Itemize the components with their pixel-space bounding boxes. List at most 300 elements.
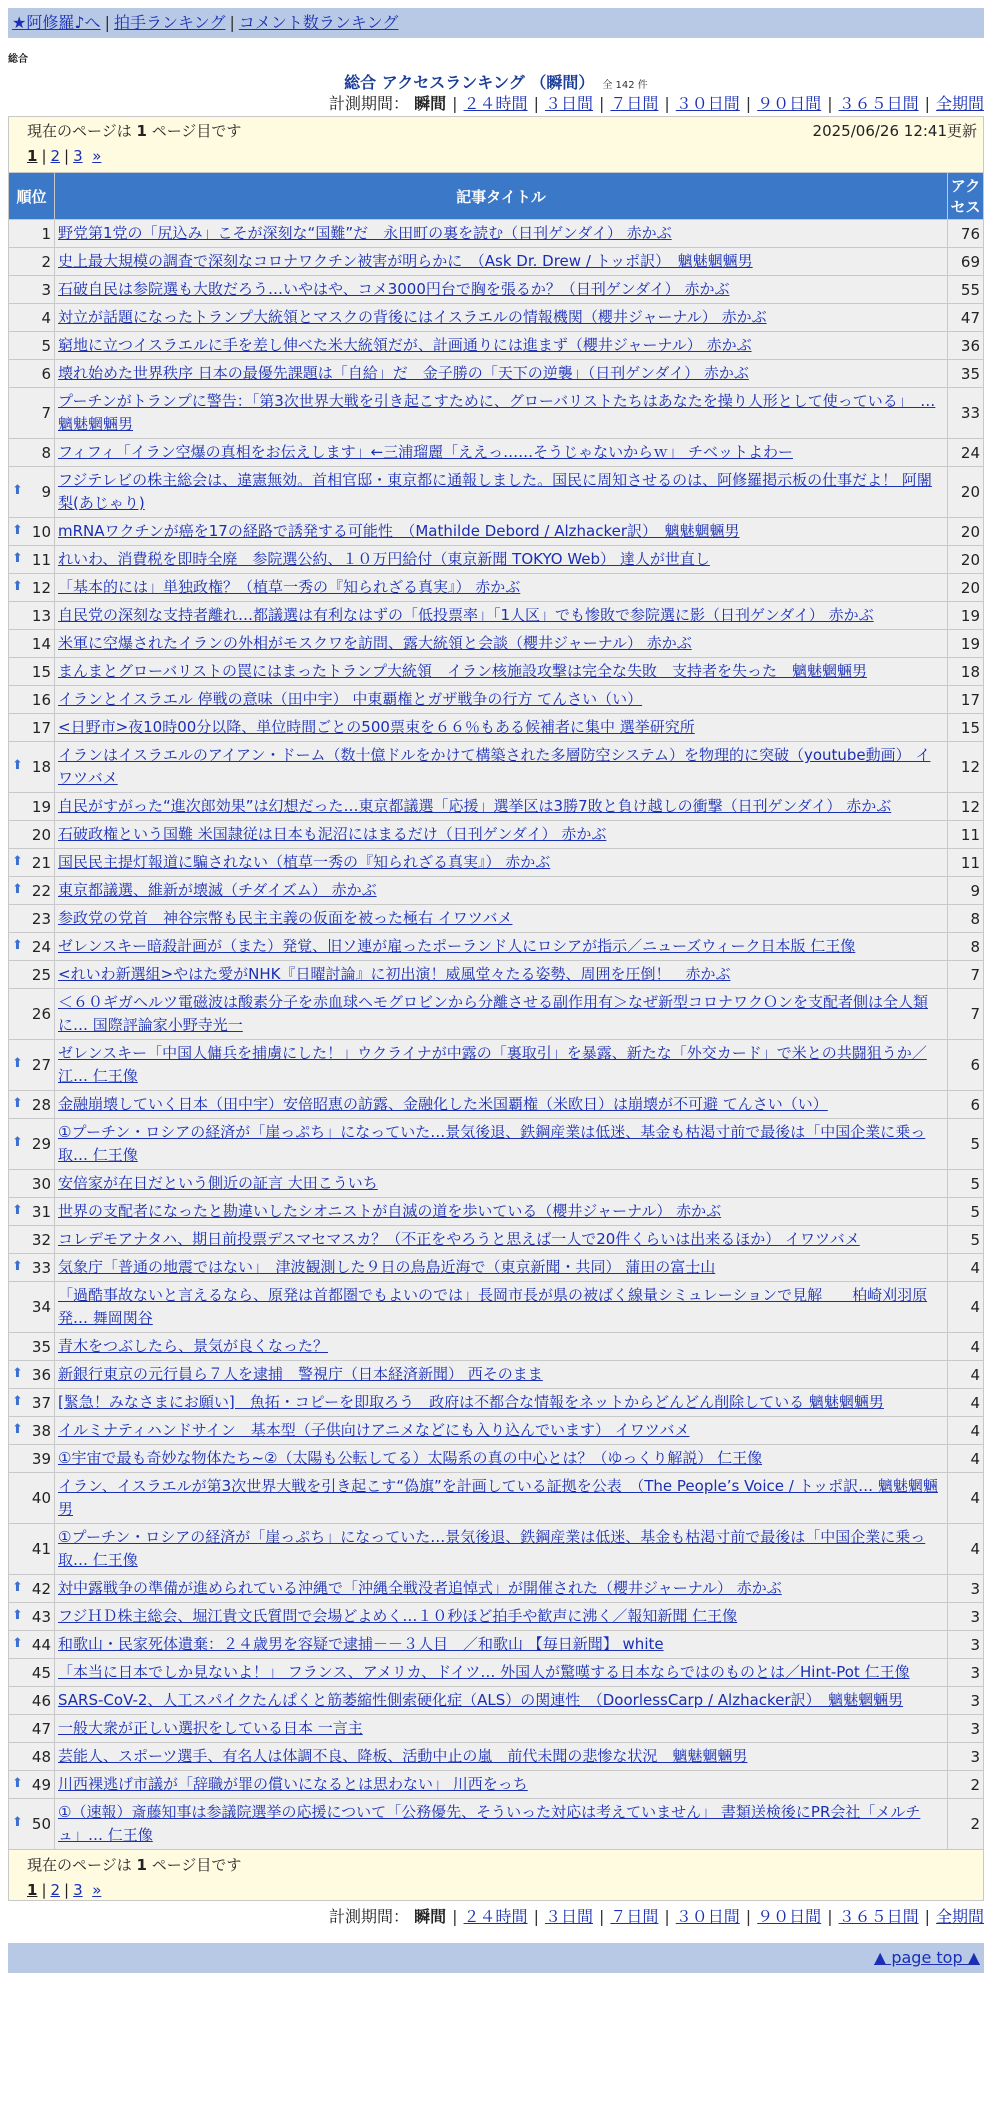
article-title-link[interactable]: フジテレビの株主総会は、違憲無効。首相官邸・東京都に通報しました。国民に周知させるのは、阿修羅掲示板の仕事だよ！ 阿闍梨(あじゃり) [58, 471, 932, 512]
access-count: 4 [948, 1389, 984, 1417]
table-row [9, 658, 984, 686]
rank-up-arrow-icon: ⬆ [12, 853, 23, 869]
article-title-link[interactable]: フィフィ「イラン空爆の真相をお伝えします」←三浦瑠麗「ええっ……そうじゃないからｗ」 チベットよわー [58, 443, 793, 461]
article-title-link[interactable]: 金融崩壊していく日本（田中宇）安倍昭恵の訪露、金融化した米国覇権（米欧日）は崩壊が不可避 てんさい（い） [58, 1095, 828, 1113]
rank-number: 22 [31, 881, 51, 900]
access-count: 5 [948, 1226, 984, 1254]
article-title-link[interactable]: れいわ、消費税を即時全廃 参院選公約、１０万円給付（東京新聞 TOKYO Web） 達人が世直し [58, 550, 710, 568]
rank-up-arrow-icon: ⬆ [12, 522, 23, 538]
title-cell [55, 1361, 948, 1389]
title-cell [55, 467, 948, 518]
rank-cell [9, 1799, 55, 1850]
rank-cell [9, 1771, 55, 1799]
article-title-link[interactable]: 壊れ始めた世界秩序 日本の最優先課題は「自給」だ 金子勝の「天下の逆襲」（日刊ゲンダイ） 赤かぶ [58, 364, 749, 382]
article-title-link[interactable]: イランはイスラエルのアイアン・ドーム（数十億ドルをかけて構築された多層防空システム）を物理的に突破（youtube動画） イワツバメ [58, 746, 931, 787]
rank-number: 31 [31, 1202, 51, 1221]
rank-number: 32 [31, 1230, 51, 1249]
rank-up-arrow-icon: ⬆ [12, 1135, 23, 1150]
rank-number: 12 [31, 578, 51, 597]
page-title: 総合 アクセスランキング （瞬間） [344, 73, 595, 92]
article-title-link[interactable]: ゼレンスキー「中国人傭兵を捕虜にした！」ウクライナが中露の「裏取引」を暴露、新たな「外交カード」で米との共闘狙うか／江… 仁王像 [58, 1044, 927, 1085]
access-count: 15 [948, 714, 984, 742]
rank-cell [9, 332, 55, 360]
pager-link-3[interactable]: 3 [73, 147, 83, 165]
period-link-365d[interactable]: ３６５日間 [838, 94, 919, 113]
article-title-link[interactable]: 野党第1党の「尻込み」こそが深刻な“国難”だ 永田町の裏を読む（日刊ゲンダイ） 赤かぶ [58, 224, 672, 242]
period-link-30d[interactable]: ３０日間 [675, 1907, 740, 1926]
current-page-text: 現在のページは 1 ページ目です [27, 122, 242, 140]
rank-cell [9, 1119, 55, 1170]
rank-cell [9, 1687, 55, 1715]
access-count: 4 [948, 1282, 984, 1333]
article-title-link[interactable]: 安倍家が在日だという側近の証言 大田こういち [58, 1174, 378, 1192]
article-title-link[interactable]: 青木をつぶしたら、景気が良くなった？ [58, 1337, 329, 1355]
rank-cell [9, 1524, 55, 1575]
table-row [9, 1361, 984, 1389]
rank-number: 34 [31, 1298, 51, 1316]
article-title-link[interactable]: SARS-CoV-2、人工スパイクたんぱくと筋萎縮性側索硬化症（ALS）の関連性 （DoorlessCarp / Alzhacker訳） 魑魅魍魎男 [58, 1691, 904, 1709]
rank-up-arrow-icon: ⬆ [12, 1775, 23, 1791]
rank-number: 29 [31, 1135, 51, 1153]
access-count: 69 [948, 248, 984, 276]
title-cell [55, 742, 948, 793]
rank-cell [9, 1659, 55, 1687]
article-title-link[interactable]: ①プーチン・ロシアの経済が「崖っぷち」になっていた…景気後退、鉄鋼産業は低迷、基金も枯渇寸前で最後は「中国企業に乗っ取… 仁王像 [58, 1528, 926, 1569]
table-row [9, 439, 984, 467]
rank-cell [9, 630, 55, 658]
rank-up-arrow-icon: ⬆ [12, 881, 23, 897]
rank-cell [9, 686, 55, 714]
title-cell [55, 220, 948, 248]
rank-number: 33 [31, 1258, 51, 1277]
access-count: 4 [948, 1473, 984, 1524]
table-row [9, 1687, 984, 1715]
table-row [9, 686, 984, 714]
table-row [9, 821, 984, 849]
access-count: 8 [948, 905, 984, 933]
access-count: 24 [948, 439, 984, 467]
table-row [9, 1333, 984, 1361]
article-title-link[interactable]: 一般大衆が正しい選択をしている日本 一言主 [58, 1719, 363, 1737]
article-title-link[interactable]: 窮地に立つイスラエルに手を差し伸べた米大統領だが、計画通りには進まず（櫻井ジャーナル） 赤かぶ [58, 336, 752, 354]
table-header-row [9, 173, 984, 220]
table-row [9, 1226, 984, 1254]
rank-cell [9, 276, 55, 304]
rank-number: 37 [31, 1393, 51, 1412]
pager-next[interactable]: » [92, 1881, 102, 1899]
article-title-link[interactable]: 川西裸逃げ市議が「辞職が罪の償いになるとは思わない」 川西をっち [58, 1775, 528, 1793]
rank-up-arrow-icon: ⬆ [12, 1258, 23, 1274]
title-cell [55, 989, 948, 1040]
article-title-link[interactable]: ①（速報）斎藤知事は参議院選挙の応援について「公務優先、そういった対応は考えていません」 書類送検後にPR会社「メルチュ」… 仁王像 [58, 1803, 921, 1844]
pager-current: 1 [27, 1881, 38, 1899]
rank-number: 38 [31, 1421, 51, 1440]
page-top-link[interactable]: ▲ page top ▲ [873, 1948, 980, 1967]
rank-cell [9, 1091, 55, 1119]
table-row [9, 276, 984, 304]
nav-link-comment-ranking[interactable]: コメント数ランキング [238, 13, 399, 32]
title-cell [55, 877, 948, 905]
title-cell [55, 686, 948, 714]
article-title-link[interactable]: ゼレンスキー暗殺計画が（また）発覚、旧ソ連が雇ったポーランド人にロシアが指示／ニューズウィーク日本版 仁王像 [58, 937, 856, 955]
rank-cell [9, 518, 55, 546]
rank-cell [9, 793, 55, 821]
rank-up-arrow-icon: ⬆ [12, 1815, 23, 1830]
rank-cell [9, 304, 55, 332]
title-cell [55, 602, 948, 630]
rank-number: 17 [31, 718, 51, 737]
total-count: 全 142 件 [602, 80, 648, 91]
title-cell [55, 388, 948, 439]
article-title-link[interactable]: ①プーチン・ロシアの経済が「崖っぷち」になっていた…景気後退、鉄鋼産業は低迷、基金も枯渇寸前で最後は「中国企業に乗っ取… 仁王像 [58, 1123, 926, 1164]
article-title-link[interactable]: 石破政権という国難 米国隷従は日本も泥沼にはまるだけ（日刊ゲンダイ） 赤かぶ [58, 825, 607, 843]
article-title-link[interactable]: イラン、イスラエルが第3次世界大戦を引き起こす“偽旗”を計画している証拠を公表 （The People’s Voice / トッポ訳… 魑魅魍魎男 [58, 1477, 938, 1518]
table-row [9, 1659, 984, 1687]
article-title-link[interactable]: ＜６０ギガヘルツ電磁波は酸素分子を赤血球ヘモグロビンから分離させる副作用有＞なぜ新型コロナワクＯンを支配者側は全人類に… 国際評論家小野寺光一 [58, 993, 929, 1034]
period-link-365d[interactable]: ３６５日間 [838, 1907, 919, 1926]
rank-up-arrow-icon: ⬆ [12, 578, 23, 594]
article-title-link[interactable]: 参政党の党首 神谷宗幣も民主主義の仮面を被った極右 イワツバメ [58, 909, 513, 927]
period-link-90d[interactable]: ９０日間 [757, 94, 822, 113]
table-row [9, 1715, 984, 1743]
table-row [9, 933, 984, 961]
access-count: 5 [948, 1170, 984, 1198]
pager-next[interactable]: » [92, 147, 102, 165]
rank-up-arrow-icon: ⬆ [12, 1202, 23, 1218]
article-title-link[interactable]: 対中露戦争の準備が進められている沖縄で「沖縄全戦没者追悼式」が開催された（櫻井ジャーナル） 赤かぶ [58, 1579, 782, 1597]
rank-up-arrow-icon: ⬆ [12, 1056, 23, 1071]
article-title-link[interactable]: まんまとグローバリストの罠にはまったトランプ大統領 イラン核施設攻撃は完全な失敗 支持者を失った 魑魅魍魎男 [58, 662, 867, 680]
rank-cell [9, 714, 55, 742]
table-row [9, 989, 984, 1040]
title-cell [55, 1715, 948, 1743]
table-row [9, 1473, 984, 1524]
access-count: 35 [948, 360, 984, 388]
article-title-link[interactable]: 「本当に日本でしか見ないよ！」 フランス、アメリカ、ドイツ… 外国人が驚嘆する日本ならではのものとは／Hint-Pot 仁王像 [58, 1663, 910, 1681]
access-count: 11 [948, 849, 984, 877]
rank-cell [9, 1226, 55, 1254]
access-count: 20 [948, 467, 984, 518]
access-count: 3 [948, 1687, 984, 1715]
period-link-all[interactable]: 全期間 [935, 1907, 984, 1926]
access-count: 2 [948, 1771, 984, 1799]
rank-cell [9, 742, 55, 793]
pager-link-3[interactable]: 3 [73, 1881, 83, 1899]
table-row [9, 1445, 984, 1473]
access-count: 7 [948, 961, 984, 989]
table-row [9, 1603, 984, 1631]
access-count: 9 [948, 877, 984, 905]
nav-separator: | [229, 13, 235, 32]
rank-number: 8 [41, 443, 51, 462]
access-count: 3 [948, 1743, 984, 1771]
rank-number: 20 [31, 825, 51, 844]
title-cell [55, 1524, 948, 1575]
rank-number: 16 [31, 690, 51, 709]
rank-up-arrow-icon: ⬆ [12, 1393, 23, 1409]
rank-number: 35 [31, 1337, 51, 1356]
title-cell [55, 1417, 948, 1445]
title-cell [55, 360, 948, 388]
article-title-link[interactable]: <れいわ新選組>やはた愛がNHK『日曜討論』に初出演！威風堂々たる姿勢、周囲を圧倒！ 赤かぶ [58, 965, 731, 983]
period-link-30d[interactable]: ３０日間 [675, 94, 740, 113]
access-count: 5 [948, 1198, 984, 1226]
rank-up-arrow-icon: ⬆ [12, 550, 23, 566]
title-cell [55, 849, 948, 877]
period-link-7d[interactable]: ７日間 [610, 1907, 659, 1926]
ranking-body [9, 220, 984, 1850]
access-count: 55 [948, 276, 984, 304]
access-count: 33 [948, 388, 984, 439]
rank-cell [9, 1473, 55, 1524]
title-cell [55, 658, 948, 686]
access-count: 12 [948, 742, 984, 793]
rank-number: 15 [31, 662, 51, 681]
table-row [9, 304, 984, 332]
table-row [9, 467, 984, 518]
table-row [9, 714, 984, 742]
access-count: 6 [948, 1091, 984, 1119]
table-row [9, 1524, 984, 1575]
rank-cell [9, 1631, 55, 1659]
rank-cell [9, 220, 55, 248]
table-row [9, 574, 984, 602]
access-count: 11 [948, 821, 984, 849]
period-link-7d[interactable]: ７日間 [610, 94, 659, 113]
title-cell [55, 574, 948, 602]
article-title-link[interactable]: 世界の支配者になったと勘違いしたシオニストが自滅の道を歩いている（櫻井ジャーナル） 赤かぶ [58, 1202, 722, 1220]
access-count: 4 [948, 1254, 984, 1282]
rank-number: 49 [31, 1775, 51, 1794]
title-cell [55, 630, 948, 658]
period-link-3d[interactable]: ３日間 [544, 94, 593, 113]
article-title-link[interactable]: <日野市>夜10時00分以降、単位時間ごとの500票束を６６％もある候補者に集中 選挙研究所 [58, 718, 695, 736]
table-row [9, 961, 984, 989]
title-cell [55, 1389, 948, 1417]
rank-number: 43 [31, 1607, 51, 1626]
rank-cell [9, 360, 55, 388]
page-info-box-bottom [8, 1850, 984, 1901]
pager-link-2[interactable]: 2 [50, 147, 61, 165]
article-title-link[interactable]: mRNAワクチンが癌を17の経路で誘発する可能性 （Mathilde Debord / Alzhacker訳） 魑魅魍魎男 [58, 522, 740, 540]
article-title-link[interactable]: 芸能人、スポーツ選手、有名人は体調不良、降板、活動中止の嵐 前代未聞の悲惨な状況 魑魅魍魎男 [58, 1747, 748, 1765]
rank-cell [9, 933, 55, 961]
title-cell [55, 1170, 948, 1198]
article-title-link[interactable]: 「基本的には」単独政権？（植草一秀の『知られざる真実』） 赤かぶ [58, 578, 521, 596]
current-page-text-bottom: 現在のページは 1 ページ目です [27, 1856, 242, 1874]
rank-number: 11 [31, 550, 51, 569]
article-title-link[interactable]: 米軍に空爆されたイランの外相がモスクワを訪問、露大統領と会談（櫻井ジャーナル） 赤かぶ [58, 634, 692, 652]
access-count: 47 [948, 304, 984, 332]
rank-number: 36 [31, 1365, 51, 1384]
rank-up-arrow-icon: ⬆ [12, 1095, 23, 1111]
period-label: 計測期間： [329, 94, 410, 113]
access-count: 20 [948, 518, 984, 546]
article-title-link[interactable]: 和歌山・民家死体遺棄：２４歳男を容疑で逮捕－－３人目 ／和歌山 【毎日新聞】 white [58, 1635, 664, 1653]
rank-number: 39 [31, 1449, 51, 1468]
access-count: 3 [948, 1603, 984, 1631]
rank-up-arrow-icon: ⬆ [12, 1365, 23, 1381]
rank-number: 27 [31, 1056, 51, 1074]
title-cell [55, 276, 948, 304]
rank-number: 40 [31, 1489, 51, 1507]
title-header: 記事タイトル [55, 173, 948, 220]
access-count: 4 [948, 1445, 984, 1473]
article-title-link[interactable]: プーチンがトランプに警告：「第3次世界大戦を引き起こすために、グローバリストたちはあなたを操り人形として使っている」 … 魑魅魍魎男 [58, 392, 936, 433]
article-title-link[interactable]: 「過酷事故ないと言えるなら、原発は首都圏でもよいのでは」長岡市長が県の被ばく線量シミュレーションで見解 柏崎刈羽原発… 舞岡関谷 [58, 1286, 928, 1327]
rank-up-arrow-icon: ⬆ [12, 483, 23, 498]
rank-cell [9, 1603, 55, 1631]
title-cell [55, 961, 948, 989]
table-row [9, 1575, 984, 1603]
rank-number: 23 [31, 909, 51, 928]
rank-cell [9, 905, 55, 933]
title-cell [55, 1333, 948, 1361]
top-nav-bar [8, 8, 984, 38]
rank-cell [9, 1282, 55, 1333]
article-title-link[interactable]: 気象庁「普通の地震ではない」 津波観測した９日の鳥島近海で（東京新聞・共同） 蒲田の富士山 [58, 1258, 716, 1276]
article-title-link[interactable]: 石破自民は参院選も大敗だろう…いやはや、コメ3000円台で胸を張るか？（日刊ゲンダイ） 赤かぶ [58, 280, 730, 298]
rank-number: 26 [31, 1005, 51, 1023]
title-cell [55, 933, 948, 961]
nav-link-applause-ranking[interactable]: 拍手ランキング [113, 13, 226, 32]
access-count: 3 [948, 1575, 984, 1603]
period-link-24h[interactable]: ２４時間 [463, 94, 528, 113]
article-title-link[interactable]: イルミナティハンドサイン 基本型（子供向けアニメなどにも入り込んでいます） イワツバメ [58, 1421, 690, 1439]
rank-number: 41 [31, 1540, 51, 1558]
page-title-row [8, 70, 984, 92]
table-row [9, 1799, 984, 1850]
rank-number: 48 [31, 1747, 51, 1766]
access-count: 19 [948, 630, 984, 658]
article-title-link[interactable]: 国民民主提灯報道に騙されない（植草一秀の『知られざる真実』） 赤かぶ [58, 853, 551, 871]
article-title-link[interactable]: 新銀行東京の元行員ら７人を逮捕 警視庁（日本経済新聞） 西そのまま [58, 1365, 543, 1383]
rank-number: 47 [31, 1719, 51, 1738]
article-title-link[interactable]: コレデモアナタハ、期日前投票デスマセマスカ？（不正をやろうと思えば一人で20件くらいは出来るほか） イワツバメ [58, 1230, 860, 1248]
rank-cell [9, 877, 55, 905]
rank-cell [9, 574, 55, 602]
rank-number: 21 [31, 853, 51, 872]
rank-cell [9, 1254, 55, 1282]
access-count: 8 [948, 933, 984, 961]
title-cell [55, 1603, 948, 1631]
access-count: 19 [948, 602, 984, 630]
period-link-3d[interactable]: ３日間 [544, 1907, 593, 1926]
rank-cell [9, 1198, 55, 1226]
rank-cell [9, 1333, 55, 1361]
title-cell [55, 1091, 948, 1119]
rank-up-arrow-icon: ⬆ [12, 1579, 23, 1595]
rank-cell [9, 1445, 55, 1473]
rank-cell [9, 1389, 55, 1417]
rank-cell [9, 1361, 55, 1389]
title-cell [55, 1771, 948, 1799]
access-count: 4 [948, 1524, 984, 1575]
period-link-24h[interactable]: ２４時間 [463, 1907, 528, 1926]
article-title-link[interactable]: 対立が話題になったトランプ大統領とマスクの背後にはイスラエルの情報機関（櫻井ジャーナル） 赤かぶ [58, 308, 767, 326]
table-row [9, 220, 984, 248]
rank-cell [9, 546, 55, 574]
nav-separator: | [104, 13, 110, 32]
access-count: 76 [948, 220, 984, 248]
rank-up-arrow-icon: ⬆ [12, 758, 23, 773]
table-row [9, 1631, 984, 1659]
bottom-bar [8, 1943, 984, 1973]
rank-cell [9, 388, 55, 439]
access-count: 2 [948, 1799, 984, 1850]
rank-cell [9, 1575, 55, 1603]
title-cell [55, 821, 948, 849]
rank-cell [9, 1170, 55, 1198]
access-count: 12 [948, 793, 984, 821]
article-title-link[interactable]: [緊急！みなさまにお願い] 魚拓・コピーを即取ろう 政府は不都合な情報をネットからどんどん削除している 魑魅魍魎男 [58, 1393, 884, 1411]
rank-number: 42 [31, 1579, 51, 1598]
table-row [9, 360, 984, 388]
pager-link-2[interactable]: 2 [50, 1881, 61, 1899]
rank-number: 1 [41, 224, 51, 243]
rank-number: 7 [41, 404, 51, 422]
table-row [9, 905, 984, 933]
title-cell [55, 304, 948, 332]
pager-bottom: 1 | 2 | 3 » [27, 1881, 102, 1899]
rank-up-arrow-icon: ⬆ [12, 937, 23, 953]
article-title-link[interactable]: イランとイスラエル 停戦の意味（田中宇） 中東覇権とガザ戦争の行方 てんさい（い） [58, 690, 643, 708]
access-count: 4 [948, 1417, 984, 1445]
title-cell [55, 714, 948, 742]
article-title-link[interactable]: 自民党の深刻な支持者離れ…都議選は有利なはずの「低投票率」「1人区」でも惨敗で参院選に影（日刊ゲンダイ） 赤かぶ [58, 606, 874, 624]
rank-header: 順位 [9, 173, 55, 220]
article-title-link[interactable]: 史上最大規模の調査で深刻なコロナワクチン被害が明らかに （Ask Dr. Drew / トッポ訳） 魑魅魍魎男 [58, 252, 753, 270]
rank-number: 10 [31, 522, 51, 541]
rank-up-arrow-icon: ⬆ [12, 1607, 23, 1623]
title-cell [55, 1575, 948, 1603]
period-selector: 計測期間： 瞬間 | ２４時間 | ３日間 | ７日間 | ３０日間 | ９０日間 | ３６５日間 | 全期間 [329, 94, 984, 113]
title-cell [55, 905, 948, 933]
rank-number: 50 [31, 1815, 51, 1833]
rank-number: 3 [41, 280, 51, 299]
access-count: 18 [948, 658, 984, 686]
pager: 1 | 2 | 3 » [27, 147, 102, 165]
rank-number: 9 [41, 483, 51, 501]
rank-cell [9, 439, 55, 467]
access-count: 36 [948, 332, 984, 360]
period-label: 計測期間： [329, 1907, 410, 1926]
article-title-link[interactable]: 東京都議選、維新が壊滅（チダイズム） 赤かぶ [58, 881, 377, 899]
period-link-all[interactable]: 全期間 [935, 94, 984, 113]
rank-number: 30 [31, 1174, 51, 1193]
title-cell [55, 1687, 948, 1715]
period-link-90d[interactable]: ９０日間 [757, 1907, 822, 1926]
updated-timestamp: 2025/06/26 12:41更新 [812, 122, 977, 140]
table-row [9, 546, 984, 574]
rank-number: 25 [31, 965, 51, 984]
article-title-link[interactable]: 自民がすがった“進次郎効果”は幻想だった…東京都議選「応援」選挙区は3勝7敗と負け越しの衝撃（日刊ゲンダイ） 赤かぶ [58, 797, 892, 815]
title-cell [55, 1473, 948, 1524]
rank-cell [9, 989, 55, 1040]
table-row [9, 388, 984, 439]
article-title-link[interactable]: ①宇宙で最も奇妙な物体たち~②（太陽も公転してる）太陽系の真の中心とは？（ゆっくり解説） 仁王像 [58, 1449, 763, 1467]
title-cell [55, 1445, 948, 1473]
article-title-link[interactable]: フジＨＤ株主総会、堀江貴文氏質問で会場どよめく…１０秒ほど拍手や歓声に沸く／報知新聞 仁王像 [58, 1607, 738, 1625]
table-row [9, 1198, 984, 1226]
rank-number: 45 [31, 1663, 51, 1682]
table-row [9, 1040, 984, 1091]
rank-number: 46 [31, 1691, 51, 1710]
table-row [9, 518, 984, 546]
rank-cell [9, 1417, 55, 1445]
title-cell [55, 1743, 948, 1771]
nav-link-asyura[interactable]: ★阿修羅♪へ [12, 13, 101, 32]
